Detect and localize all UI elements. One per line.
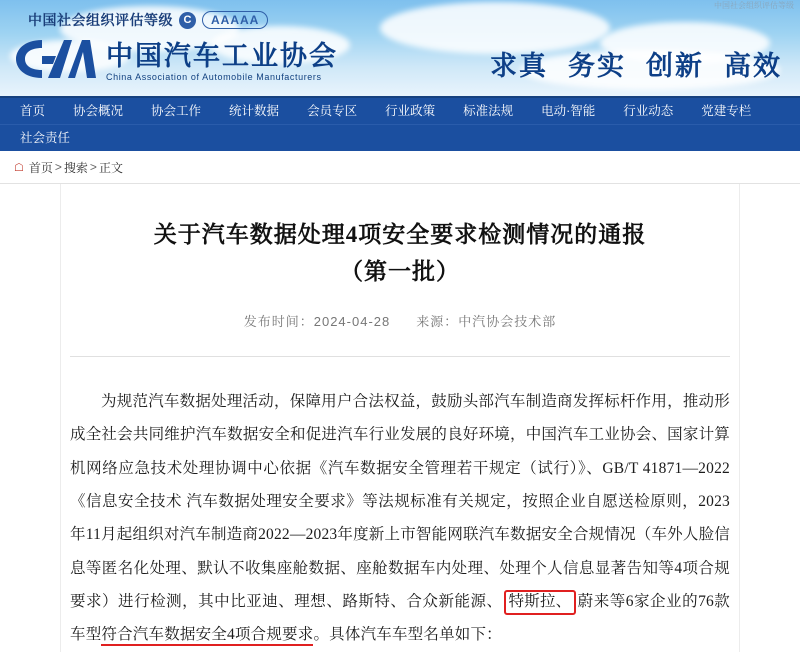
nav-item-members[interactable]: 会员专区 [307, 104, 358, 118]
annotation-box-tesla: 特斯拉、 [504, 590, 577, 615]
site-logo-block[interactable] [12, 34, 338, 84]
certification-mark-icon: C [179, 12, 196, 29]
page-subtitle: （第一批） [340, 258, 460, 284]
nav-item-industry-policy[interactable]: 行业政策 [385, 104, 436, 118]
page-rail-right [739, 184, 740, 652]
org-name-block [106, 42, 338, 84]
social-org-rating-badge [28, 10, 268, 30]
org-name-cn: 中国汽车工业协会 [106, 40, 338, 71]
source-value: 中汽协会技术部 [458, 314, 557, 329]
source-label: 来源： [416, 314, 459, 329]
org-name-en: China Association of Automobile Manufacturers [106, 72, 322, 82]
nav-item-about[interactable]: 协会概况 [73, 104, 124, 118]
slogan-block [490, 44, 782, 83]
annotation-underline-1: 符合汽车数据 [101, 626, 195, 646]
caam-logo-icon [12, 34, 98, 84]
rating-label: 中国社会组织评估等级 [28, 12, 173, 28]
breadcrumb-current: 正文 [98, 160, 123, 175]
article-inner [70, 184, 730, 652]
nav-row-primary [0, 98, 800, 124]
publish-time-label: 发布时间： [243, 314, 314, 329]
slogan-word-4: 高效 [724, 51, 782, 81]
breadcrumb-search[interactable]: 搜索 [63, 160, 88, 175]
article-meta [70, 311, 730, 330]
nav-item-industry-news[interactable]: 行业动态 [623, 104, 674, 118]
nav-item-statistics[interactable]: 统计数据 [229, 104, 280, 118]
breadcrumb [0, 151, 800, 184]
breadcrumb-home[interactable]: 首页 [28, 160, 53, 175]
nav-item-ev-intelligent[interactable]: 电动·智能 [541, 104, 596, 118]
breadcrumb-separator-1: > [54, 160, 62, 174]
rating-stars-badge: AAAAA [202, 11, 268, 29]
home-icon: ☖ [14, 161, 24, 174]
page-rail-left [60, 184, 61, 652]
breadcrumb-separator-2: > [89, 160, 97, 174]
page-title: 关于汽车数据处理4项安全要求检测情况的通报 [153, 222, 647, 247]
slogan-word-3: 创新 [646, 51, 704, 81]
publish-time-value: 2024-04-28 [313, 314, 391, 329]
article-body [70, 385, 730, 652]
article-paragraph-part-3: 。具体汽车车型名单如下： [313, 626, 502, 644]
nav-item-standards[interactable]: 标准法规 [463, 104, 514, 118]
nav-item-home[interactable]: 首页 [20, 104, 46, 118]
nav-item-party-building[interactable]: 党建专栏 [701, 104, 752, 118]
article-container [0, 184, 800, 652]
article-paragraph-part-1: 为规范汽车数据处理活动，保障用户合法权益，鼓励头部汽车制造商发挥标杆作用，推动形成全社会共同维护汽车数据安全和促进汽车行业发展的良好环境，中国汽车工业协会、国家计算机网络应急技术处理协调中心依据《汽车数据安全管理若干规定（试行）》、GB/T 41871—2022《信息安全技术 汽车数据处理安全要求》等法规标准有关规定，按照企业自愿送检原则，2023年11月起组织对汽车制造商2022—2023年度新上市智能网联汽车数据安全合规情况（车外人脸信息等匿名化处理、默认不收集座舱数据、座舱数据车内处理、处理个人信息显著告知等4项合规要求）进行检测，其中比亚迪、理想、路斯特、合众新能源、 [70, 393, 730, 610]
article-paragraph-part-2: 蔚来等6家企业的76款车型 [70, 592, 731, 644]
nav-row-secondary [0, 124, 800, 151]
site-banner [0, 0, 800, 96]
slogan-word-1: 求真 [490, 51, 548, 81]
faint-corner-text: 中国社会组织评估等级 [714, 1, 794, 10]
annotation-underline-2: 安全4项合规要求 [196, 626, 314, 646]
main-navigation [0, 96, 800, 151]
nav-item-social-responsibility[interactable]: 社会责任 [20, 131, 71, 145]
meta-divider [70, 356, 730, 357]
slogan-word-2: 务实 [568, 51, 626, 81]
nav-item-work[interactable]: 协会工作 [151, 104, 202, 118]
